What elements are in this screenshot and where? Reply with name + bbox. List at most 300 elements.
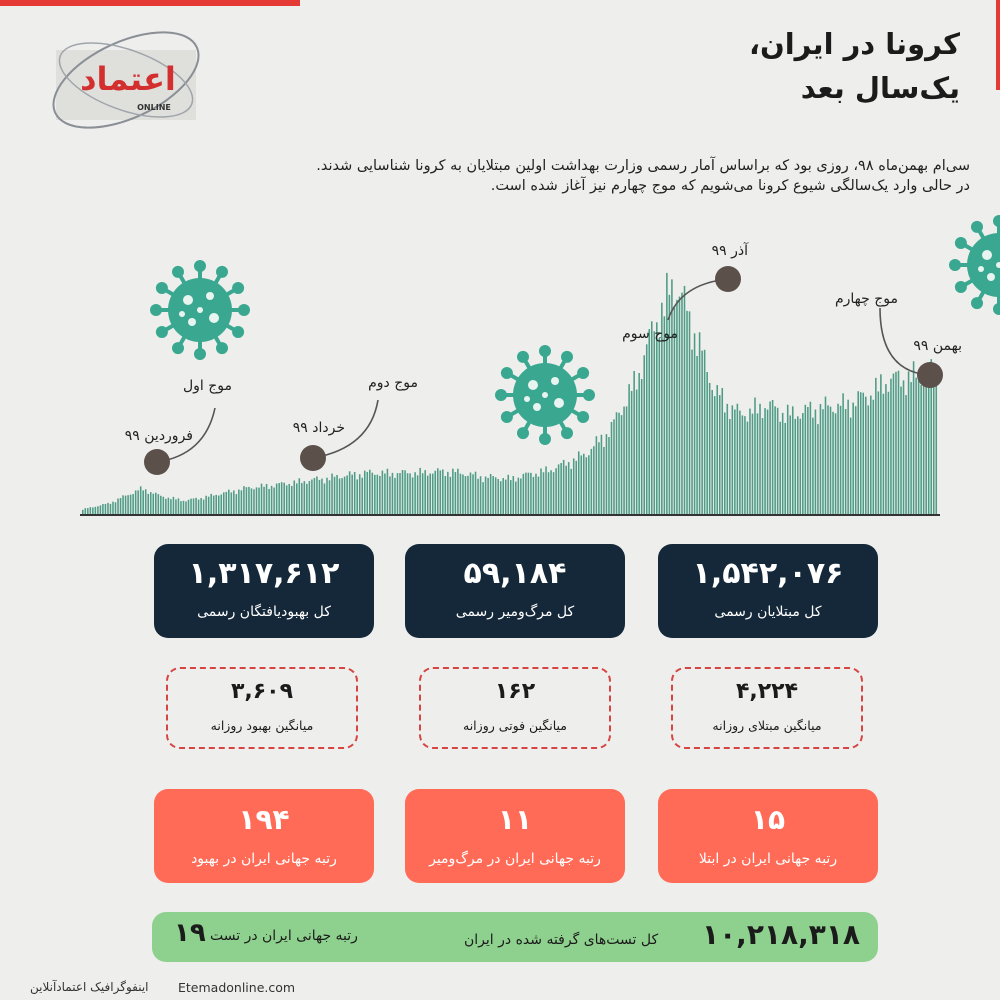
chart-bar [875,378,877,515]
chart-bar [485,476,487,515]
chart-bar [105,504,107,515]
chart-bar [293,481,295,516]
chart-bar [404,470,406,515]
intro-text [170,156,970,196]
marker-khordad [300,445,326,471]
chart-bar [659,338,661,515]
chart-bar [90,507,92,515]
chart-bar [183,501,185,515]
chart-bar [518,478,520,515]
chart-bar [749,409,751,515]
chart-bar [507,475,509,515]
chart-bar [163,497,165,515]
chart-bar [122,495,124,515]
chart-bar [402,470,404,515]
chart-bar [241,490,243,515]
chart-bar [679,297,681,515]
chart-bar [664,316,666,515]
chart-bar [857,391,859,515]
chart-bar [523,474,525,515]
chart-bar [651,321,653,515]
chart-bar [366,472,368,515]
chart-bar [304,481,306,515]
chart-bar [684,286,686,515]
chart-bar [878,391,880,515]
chart-bar [573,458,575,515]
chart-bar [709,383,711,515]
chart-bar [525,473,527,515]
chart-bar [452,469,454,515]
chart-bar [361,478,363,515]
wave-2-date: خرداد ۹۹ [292,420,345,436]
chart-bar [565,466,567,515]
chart-bar [314,478,316,515]
chart-bar [555,468,557,515]
chart-bar [384,473,386,515]
virus-icon [944,210,1000,320]
chart-bar [271,486,273,515]
chart-bar [450,477,452,515]
chart-bar [341,478,343,515]
chart-bar [543,472,545,515]
chart-bar [266,484,268,515]
chart-bar [580,455,582,515]
chart-bar [880,374,882,515]
chart-bar [742,415,744,515]
chart-bar [432,474,434,515]
chart-bar [200,498,202,515]
virus-icon [145,255,255,365]
chart-bar [387,469,389,515]
chart-bar [414,472,416,515]
total-recovered-card [154,544,374,638]
chart-bar [236,494,238,515]
chart-bar [434,471,436,515]
chart-bar [190,499,192,515]
chart-bar [643,355,645,515]
chart-bar [359,474,361,515]
top-accent-bar [0,0,300,6]
chart-bar [215,495,217,515]
rank-cases-card [658,789,878,883]
chart-bar [845,409,847,515]
chart-bar [747,422,749,515]
chart-bar [711,390,713,515]
chart-bar [601,435,603,515]
chart-bar [754,398,756,515]
chart-bar [603,447,605,515]
chart-bar [288,484,290,515]
total-recovered-label: کل بهبودیافتگان رسمی [197,604,331,620]
chart-bar [195,498,197,515]
chart-bar [120,498,122,515]
chart-bar [626,406,628,515]
chart-bar [356,479,358,515]
chart-bar [324,483,326,515]
chart-bar [477,479,479,515]
chart-bar [737,404,739,515]
chart-bar [533,477,535,515]
chart-bar [704,350,706,515]
chart-bar [633,371,635,515]
chart-bar [563,460,565,515]
chart-bar [656,322,658,515]
chart-bar [165,499,167,515]
chart-bar [460,474,462,515]
chart-bar [739,411,741,515]
chart-bar [407,473,409,515]
chart-bar [502,478,504,515]
chart-bar [586,457,588,515]
marker-farvardin [144,449,170,475]
chart-bar [744,416,746,515]
chart-bar [470,473,472,515]
chart-bar [716,385,718,515]
chart-bar [296,483,298,515]
chart-bar [316,476,318,515]
chart-bar [344,477,346,515]
chart-bar [933,375,935,515]
chart-bar [800,419,802,515]
chart-bar [334,477,336,515]
chart-bar [885,384,887,515]
page-title [749,22,960,110]
chart-bar [787,405,789,515]
chart-bar [268,489,270,515]
chart-bar [538,477,540,515]
chart-bar [621,415,623,515]
chart-bar [757,413,759,515]
chart-bar [429,474,431,515]
chart-bar [180,501,182,515]
chart-bar [399,473,401,515]
wave-2-label: موج دوم [368,375,418,391]
chart-bar [213,496,215,515]
chart-bar [578,451,580,515]
chart-bar [553,472,555,515]
chart-bar [721,388,723,515]
chart-bar [714,396,716,515]
chart-bar [862,393,864,515]
chart-bar [903,380,905,515]
chart-bar [457,469,459,515]
chart-bar [540,468,542,515]
chart-bar [490,474,492,515]
chart-bar [243,486,245,515]
chart-bar [160,496,162,515]
chart-bar [346,475,348,515]
chart-bar [188,500,190,515]
avg-recovered-value: ۳,۶۰۹ [230,679,294,704]
chart-bar [455,472,457,515]
chart-bar [893,374,895,515]
chart-bar [487,478,489,515]
chart-bar [417,475,419,515]
chart-bar [273,488,275,515]
chart-bar [724,412,726,515]
chart-bar [218,496,220,515]
chart-bar [480,476,482,515]
chart-bar [467,476,469,515]
chart-bar [336,475,338,515]
chart-bar [419,468,421,515]
total-deaths-value: ۵۹,۱۸۴ [463,556,567,591]
title-line-1: کرونا در ایران، [748,27,960,61]
chart-bar [97,506,99,515]
chart-bar [925,373,927,515]
chart-bar [253,489,255,515]
chart-bar [112,502,114,515]
chart-bar [588,455,590,515]
chart-bar [583,454,585,515]
virus-icon [490,340,600,450]
chart-bar [666,273,668,515]
chart-bar [732,405,734,515]
chart-bar [520,478,522,515]
chart-bar [883,394,885,515]
avg-cases-label: میانگین مبتلای روزانه [712,718,822,733]
chart-bar [784,423,786,515]
chart-bar [223,492,225,515]
chart-bar [152,494,154,515]
chart-bar [447,472,449,515]
chart-bar [550,470,552,515]
chart-bar [616,412,618,515]
tests-total-label: کل تست‌های گرفته شده در ایران [464,932,659,948]
chart-bar [276,484,278,515]
wave-4-label: موج چهارم [834,291,898,307]
title-line-2: یک‌سال بعد [800,71,960,105]
chart-bar [706,372,708,515]
chart-bar [392,473,394,515]
chart-bar [689,311,691,515]
avg-deaths-card [419,667,611,749]
chart-bar [233,490,235,515]
chart-bar [558,464,560,515]
chart-bar [306,484,308,515]
chart-bar [369,470,371,515]
tests-bar [152,912,878,962]
chart-bar [185,501,187,515]
chart-bar [840,406,842,515]
chart-bar [495,477,497,515]
chart-bar [505,480,507,515]
chart-bar [137,490,139,515]
chart-bar [873,400,875,515]
chart-bar [349,471,351,515]
avg-recovered-label: میانگین بهبود روزانه [210,718,314,733]
wave-3-date: آذر ۹۹ [711,243,748,259]
tests-rank-value: ۱۹ [174,918,206,948]
chart-bar [198,500,200,515]
chart-bar [865,397,867,515]
rank-cases-value: ۱۵ [750,803,786,836]
chart-bar [822,409,824,515]
rank-deaths-label: رتبه جهانی ایران در مرگ‌ومیر [429,851,601,867]
chart-bar [696,356,698,515]
rank-cases-label: رتبه جهانی ایران در ابتلا [698,851,838,867]
chart-bar [278,483,280,515]
chart-bar [173,497,175,515]
chart-bar [339,478,341,515]
chart-bar [445,476,447,515]
chart-bar [394,478,396,515]
chart-bar [646,344,648,515]
chart-bar [178,498,180,515]
rank-recovered-card [154,789,374,883]
chart-bar [900,387,902,515]
chart-bar [810,402,812,515]
rank-recovered-value: ۱۹۴ [238,803,290,836]
chart-bar [92,507,94,515]
chart-bar [837,404,839,515]
chart-bar [256,487,258,515]
chart-bar [329,480,331,515]
chart-bar [852,403,854,515]
rank-deaths-value: ۱۱ [497,803,533,836]
chart-bar [606,434,608,515]
chart-bar [545,466,547,515]
chart-bar [145,489,147,515]
avg-cases-value: ۴,۲۲۴ [735,679,799,704]
chart-bar [220,494,222,515]
chart-bar [155,493,157,515]
total-cases-value: ۱,۵۴۲,۰۷۶ [692,556,844,591]
chart-bar [309,481,311,515]
chart-bar [301,483,303,515]
chart-bar [752,414,754,515]
chart-bar [170,499,172,515]
chart-bar [427,476,429,515]
chart-bar [611,422,613,515]
chart-bar [681,293,683,515]
chart-bar [107,503,109,515]
chart-bar [832,412,834,515]
chart-bar [85,508,87,515]
chart-bar [772,400,774,515]
avg-cases-card [671,667,863,749]
chart-bar [598,442,600,515]
chart-bar [570,469,572,515]
chart-bar [888,392,890,515]
chart-bar [397,473,399,515]
chart-bar [789,415,791,515]
chart-bar [246,487,248,515]
chart-bar [465,476,467,515]
chart-bar [727,404,729,515]
chart-bar [140,486,142,515]
side-accent-bar [996,0,1000,90]
chart-bar [442,469,444,515]
chart-bar [898,371,900,515]
chart-bar [311,480,313,516]
chart-bar [890,379,892,515]
wave-1-label: موج اول [182,378,232,394]
chart-bar [175,499,177,515]
chart-bar [774,406,776,515]
chart-bar [500,481,502,515]
chart-bar [364,471,366,515]
chart-bar [636,390,638,515]
chart-bar [374,475,376,515]
chart-bar [203,500,205,515]
chart-bar [110,504,112,515]
chart-bar [835,413,837,515]
chart-bar [734,409,736,515]
chart-bar [263,487,265,515]
chart-bar [424,470,426,515]
chart-bar [412,477,414,515]
chart-bar [258,488,260,515]
chart-bar [422,473,424,515]
chart-bar [440,470,442,515]
chart-bar [228,490,230,515]
chart-bar [613,419,615,515]
chart-bar [591,449,593,515]
intro-line-2: در حالی وارد یک‌سالگی شیوع کرونا می‌شویم که موج چهارم نیز آغاز شده است. [490,178,970,194]
marker-azar [715,266,741,292]
chart-bar [95,507,97,515]
chart-bar [628,384,630,515]
chart-bar [794,419,796,515]
chart-bar [125,496,127,515]
chart-bar [910,382,912,515]
chart-bar [168,498,170,515]
chart-bar [825,397,827,515]
chart-bar [729,419,731,515]
chart-bar [560,463,562,515]
chart-bar [283,483,285,515]
chart-bar [797,416,799,515]
chart-bar [694,333,696,515]
chart-bar [860,392,862,515]
chart-bar [935,369,937,515]
chart-bar [379,476,381,515]
chart-bar [150,492,152,515]
chart-bar [548,472,550,515]
chart-bar [208,497,210,515]
total-deaths-label: کل مرگ‌ومیر رسمی [455,604,575,620]
chart-bar [299,478,301,515]
chart-bar [226,492,228,515]
chart-bar [575,461,577,515]
chart-bar [812,418,814,515]
chart-bar [762,418,764,515]
chart-bar [920,385,922,515]
chart-bar [530,473,532,515]
chart-bar [792,406,794,515]
chart-bar [618,413,620,515]
chart-bar [482,482,484,515]
chart-bar [115,502,117,515]
logo-sub: ONLINE [137,103,171,112]
avg-deaths-label: میانگین فوتی روزانه [463,718,567,733]
chart-bar [638,373,640,515]
chart-bar [513,476,515,515]
chart-bar [913,361,915,515]
chart-bar [135,490,137,515]
chart-bar [535,474,537,515]
footer-site[interactable]: Etemadonline.com [178,980,296,995]
chart-bar [510,480,512,515]
chart-bar [492,476,494,515]
chart-bar [205,496,207,515]
chart-bar [631,391,633,515]
chart-bar [261,484,263,515]
tests-total-value: ۱۰,۲۱۸,۳۱۸ [702,918,860,951]
chart-bar [648,329,650,515]
chart-bar [769,402,771,515]
